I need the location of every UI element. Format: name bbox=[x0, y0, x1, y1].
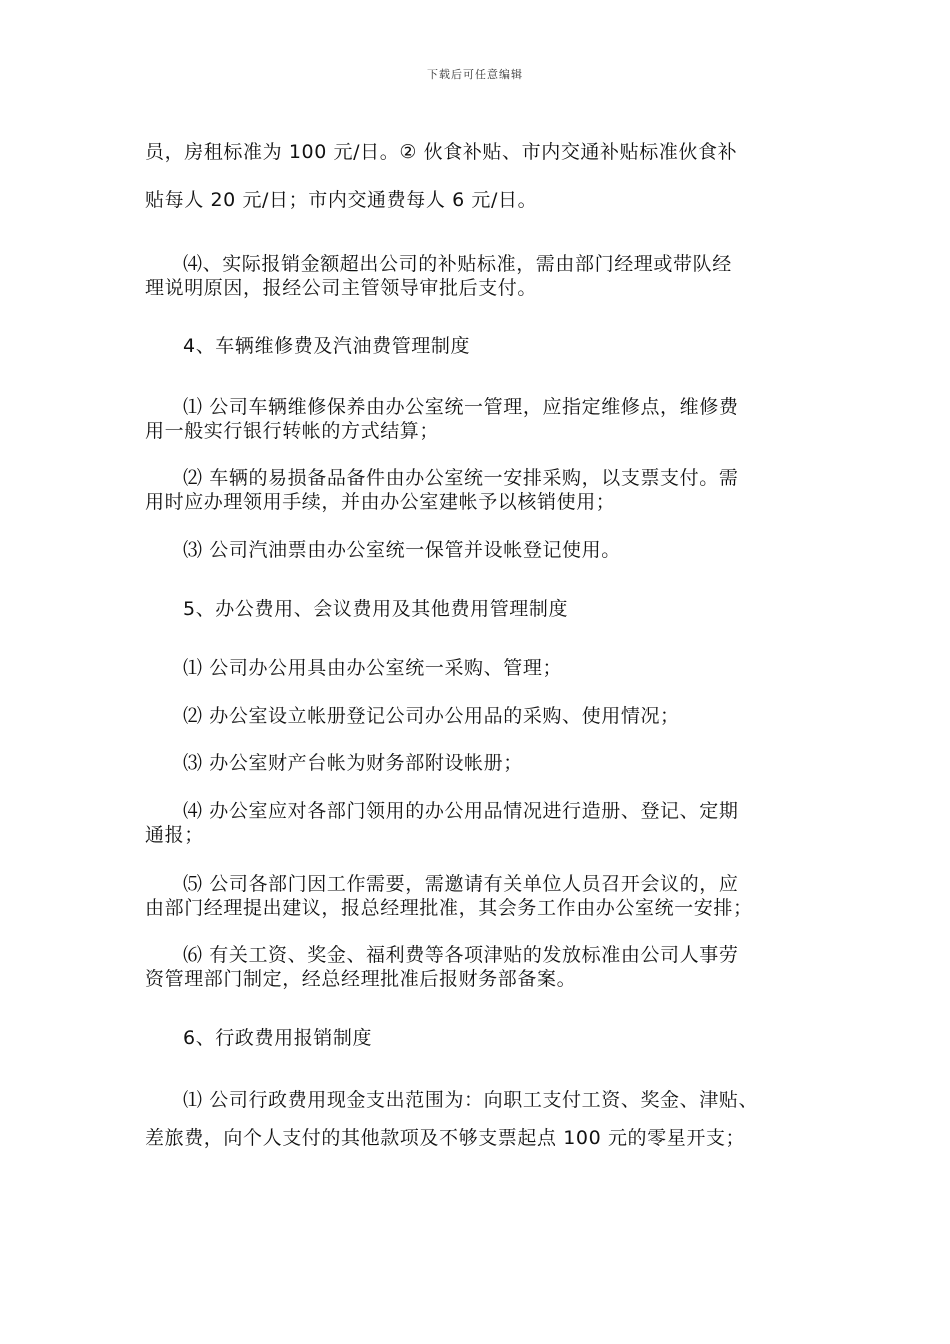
section-heading: 5、办公费用、会议费用及其他费用管理制度 bbox=[183, 598, 569, 620]
body-line: ⑸ 公司各部门因工作需要，需邀请有关单位人员召开会议的，应 bbox=[183, 873, 739, 895]
body-line: ⑹ 有关工资、奖金、福利费等各项津贴的发放标准由公司人事劳 bbox=[183, 944, 739, 966]
body-line: 由部门经理提出建议，报总经理批准，其会务工作由办公室统一安排； bbox=[145, 897, 753, 919]
body-line: ⑵ 办公室设立帐册登记公司办公用品的采购、使用情况； bbox=[183, 705, 680, 727]
body-line: ⑴ 公司行政费用现金支出范围为：向职工支付工资、奖金、津贴、 bbox=[183, 1089, 759, 1111]
body-line: 用一般实行银行转帐的方式结算； bbox=[145, 420, 440, 442]
section-heading: 4、车辆维修费及汽油费管理制度 bbox=[183, 335, 471, 357]
body-line: ⑴ 公司车辆维修保养由办公室统一管理，应指定维修点，维修费 bbox=[183, 396, 739, 418]
body-line: ⑷ 办公室应对各部门领用的办公用品情况进行造册、登记、定期 bbox=[183, 800, 739, 822]
body-line: 资管理部门制定，经总经理批准后报财务部备案。 bbox=[145, 968, 577, 990]
section-heading: 6、行政费用报销制度 bbox=[183, 1027, 373, 1049]
body-line: ⑶ 公司汽油票由办公室统一保管并设帐登记使用。 bbox=[183, 539, 621, 561]
body-line: 员，房租标准为 100 元/日。② 伙食补贴、市内交通补贴标准伙食补 bbox=[145, 141, 738, 163]
page-header: 下载后可任意编辑 bbox=[427, 68, 523, 81]
body-line: ⑷、实际报销金额超出公司的补贴标准，需由部门经理或带队经 bbox=[183, 253, 732, 275]
body-line: 理说明原因，报经公司主管领导审批后支付。 bbox=[145, 277, 538, 299]
body-line: 差旅费，向个人支付的其他款项及不够支票起点 100 元的零星开支； bbox=[145, 1127, 746, 1149]
body-line: 通报； bbox=[145, 824, 204, 846]
body-line: 贴每人 20 元/日；市内交通费每人 6 元/日。 bbox=[145, 189, 538, 211]
body-line: ⑶ 办公室财产台帐为财务部附设帐册； bbox=[183, 752, 523, 774]
body-line: ⑴ 公司办公用具由办公室统一采购、管理； bbox=[183, 657, 563, 679]
body-line: 用时应办理领用手续，并由办公室建帐予以核销使用； bbox=[145, 491, 616, 513]
body-line: ⑵ 车辆的易损备品备件由办公室统一安排采购，以支票支付。需 bbox=[183, 467, 739, 489]
